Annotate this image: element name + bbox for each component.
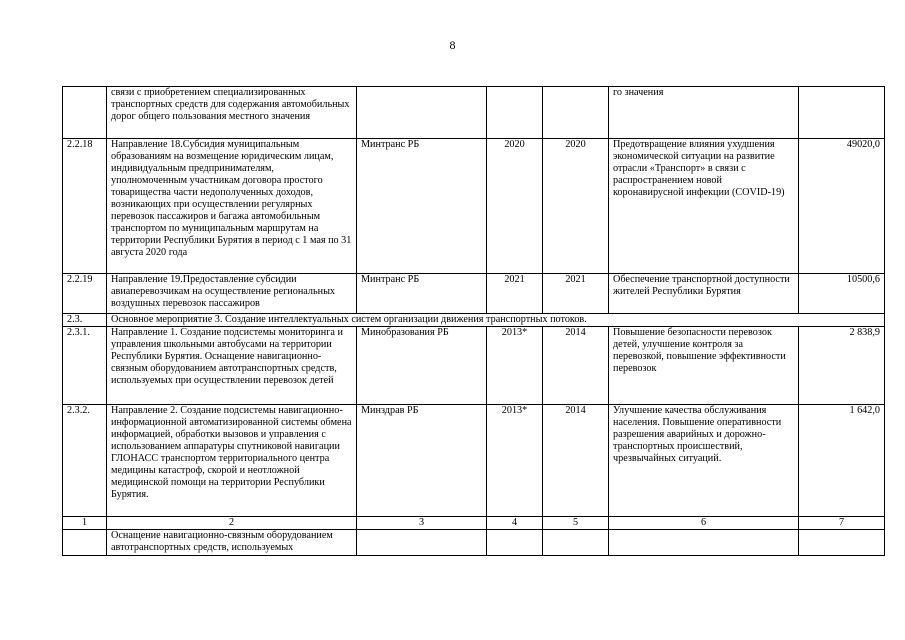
column-number: 2 [107,517,357,530]
row-amount: 10500,6 [799,274,885,314]
row-result: Предотвращение влияния ухудшения экономической ситуации на развитие отрасли «Транспорт» в связи с распространением новой коронавирусной инфекции (COVID-19) [609,139,799,274]
row-year-start [487,530,543,556]
page-number: 8 [449,38,456,52]
row-id [63,87,107,139]
row-year-end: 2021 [543,274,609,314]
row-result: Повышение безопасности перевозок детей, улучшение контроля за перевозкой, повышение эффективности перевозок [609,327,799,405]
row-year-end: 2014 [543,327,609,405]
row-executor [357,530,487,556]
column-number-row [63,517,885,530]
row-name: Направление 2. Создание подсистемы навигационно-информационной автоматизированной системы обмена информацией, обработки вызовов и управления с использованием аппаратуры спутниковой навигации ГЛОНАСС транспортом территориального центра медицины катастроф, скорой и неотложной медицинской помощи на территории Республики Бурятия. [107,405,357,517]
row-amount: 2 838,9 [799,327,885,405]
row-amount: 49020,0 [799,139,885,274]
row-year-end: 2020 [543,139,609,274]
row-executor: Минтранс РБ [357,139,487,274]
row-executor: Минобразования РБ [357,327,487,405]
section-id: 2.3. [63,314,107,327]
section-row [63,314,885,327]
table-row [63,87,885,139]
table-row [63,327,885,405]
row-name: Направление 18.Субсидия муниципальным образованиям на возмещение юридическим лицам, индивидуальным предпринимателям, уполномоченным участникам договора простого товарищества части недополученных доходов, возникающих при осуществлении регулярных перевозок пассажиров и багажа автомобильным транспортом по муниципальным маршрутам на территории Республики Бурятия в период с 1 мая по 31 августа 2020 года [107,139,357,274]
column-number: 4 [487,517,543,530]
row-year-start: 2020 [487,139,543,274]
table-row [63,139,885,274]
row-result: Обеспечение транспортной доступности жителей Республики Бурятия [609,274,799,314]
row-id: 2.2.19 [63,274,107,314]
row-result: го значения [609,87,799,139]
row-id: 2.2.18 [63,139,107,274]
row-name: Оснащение навигационно-связным оборудованием автотранспортных средств, используемых [107,530,357,556]
row-result: Улучшение качества обслуживания населения. Повышение оперативности разрешения аварийных и дорожно-транспортных происшествий, чрезвычайных ситуаций. [609,405,799,517]
row-year-end [543,87,609,139]
row-executor [357,87,487,139]
row-year-end [543,530,609,556]
row-id: 2.3.2. [63,405,107,517]
row-executor: Минтранс РБ [357,274,487,314]
row-amount [799,530,885,556]
measures-table [62,86,885,556]
row-amount: 1 642,0 [799,405,885,517]
row-name: связи с приобретением специализированных транспортных средств для содержания автомобильных дорог общего пользования местного значения [107,87,357,139]
row-executor: Минздрав РБ [357,405,487,517]
row-id: 2.3.1. [63,327,107,405]
column-number: 6 [609,517,799,530]
table-row [63,274,885,314]
row-result [609,530,799,556]
row-year-start: 2013* [487,405,543,517]
row-year-end: 2014 [543,405,609,517]
section-title: Основное мероприятие 3. Создание интеллектуальных систем организации движения транспортных потоков. [107,314,885,327]
row-year-start: 2013* [487,327,543,405]
row-id [63,530,107,556]
row-amount [799,87,885,139]
column-number: 5 [543,517,609,530]
column-number: 1 [63,517,107,530]
column-number: 7 [799,517,885,530]
row-year-start [487,87,543,139]
column-number: 3 [357,517,487,530]
row-name: Направление 1. Создание подсистемы мониторинга и управления школьными автобусами на территории Республики Бурятия. Оснащение навигационно-связным оборудованием автотранспортных средств, используемых при осуществлении перевозок детей [107,327,357,405]
row-year-start: 2021 [487,274,543,314]
table-row [63,405,885,517]
table-row [63,530,885,556]
row-name: Направление 19.Предоставление субсидии авиаперевозчикам на осуществление региональных воздушных перевозок пассажиров [107,274,357,314]
